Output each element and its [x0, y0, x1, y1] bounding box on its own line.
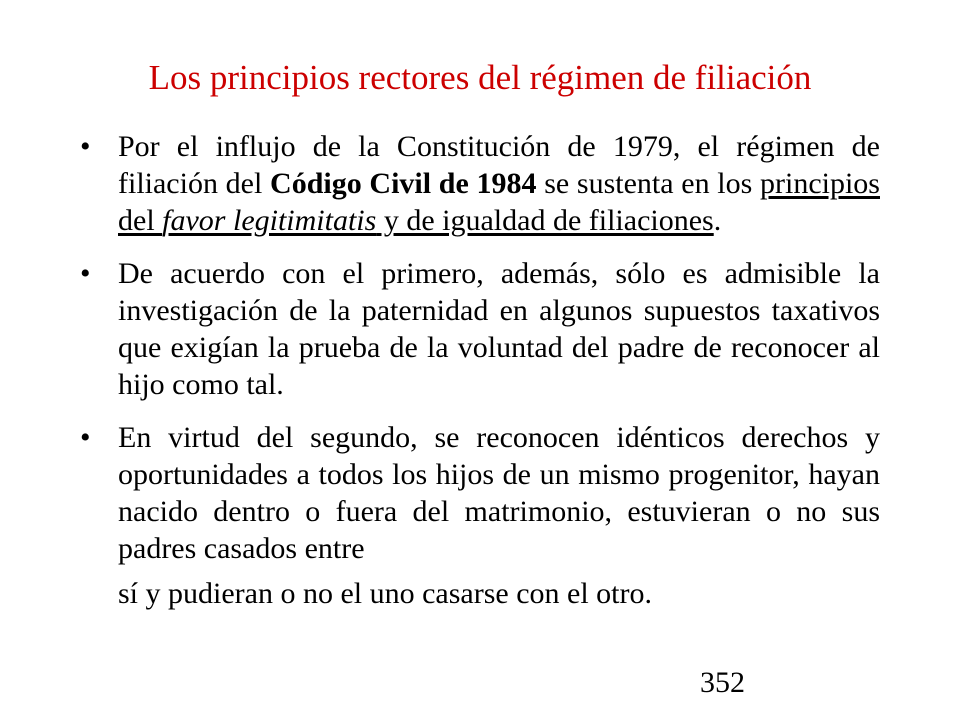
bullet-3-last-line: sí y pudieran o no el uno casarse con el otro.: [118, 577, 653, 610]
bullet-1-text-2: se sustenta en los: [536, 167, 760, 200]
bullet-list: [80, 128, 880, 612]
bullet-icon: •: [80, 130, 91, 163]
slide-title: Los principios rectores del régimen de filiación: [148, 58, 812, 97]
bullet-1-underlined-part-2: y de igualdad de filiaciones: [376, 204, 714, 237]
bullet-1-text: Por el influjo de la Constitución de 1979, el régimen de filiación del: [118, 130, 880, 200]
bullet-item-3: [80, 419, 880, 612]
bullet-icon: •: [80, 421, 91, 454]
bullet-1-italic-term: favor legitimitatis: [162, 204, 377, 237]
bullet-2-text: De acuerdo con el primero, además, sólo es admisible la investigación de la paternidad en algunos supuestos taxativos que exigían la prueba de la voluntad del padre de reconocer al hijo como tal.: [118, 257, 880, 401]
bullet-item-2: [80, 255, 880, 403]
bullet-1-underlined-part-1: principios del: [118, 167, 880, 237]
bullet-1-bold-text: Código Civil de 1984: [270, 167, 537, 200]
bullet-3-text: En virtud del segundo, se reconocen idénticos derechos y oportunidades a todos los hijos de un mismo progenitor, hayan nacido dentro o fuera del matrimonio, estuvieran o no sus padres casados entre: [118, 421, 880, 565]
bullet-item-1: [80, 128, 880, 239]
page-number: 352: [700, 666, 745, 699]
bullet-icon: •: [80, 257, 91, 290]
bullet-1-period: .: [713, 204, 722, 237]
